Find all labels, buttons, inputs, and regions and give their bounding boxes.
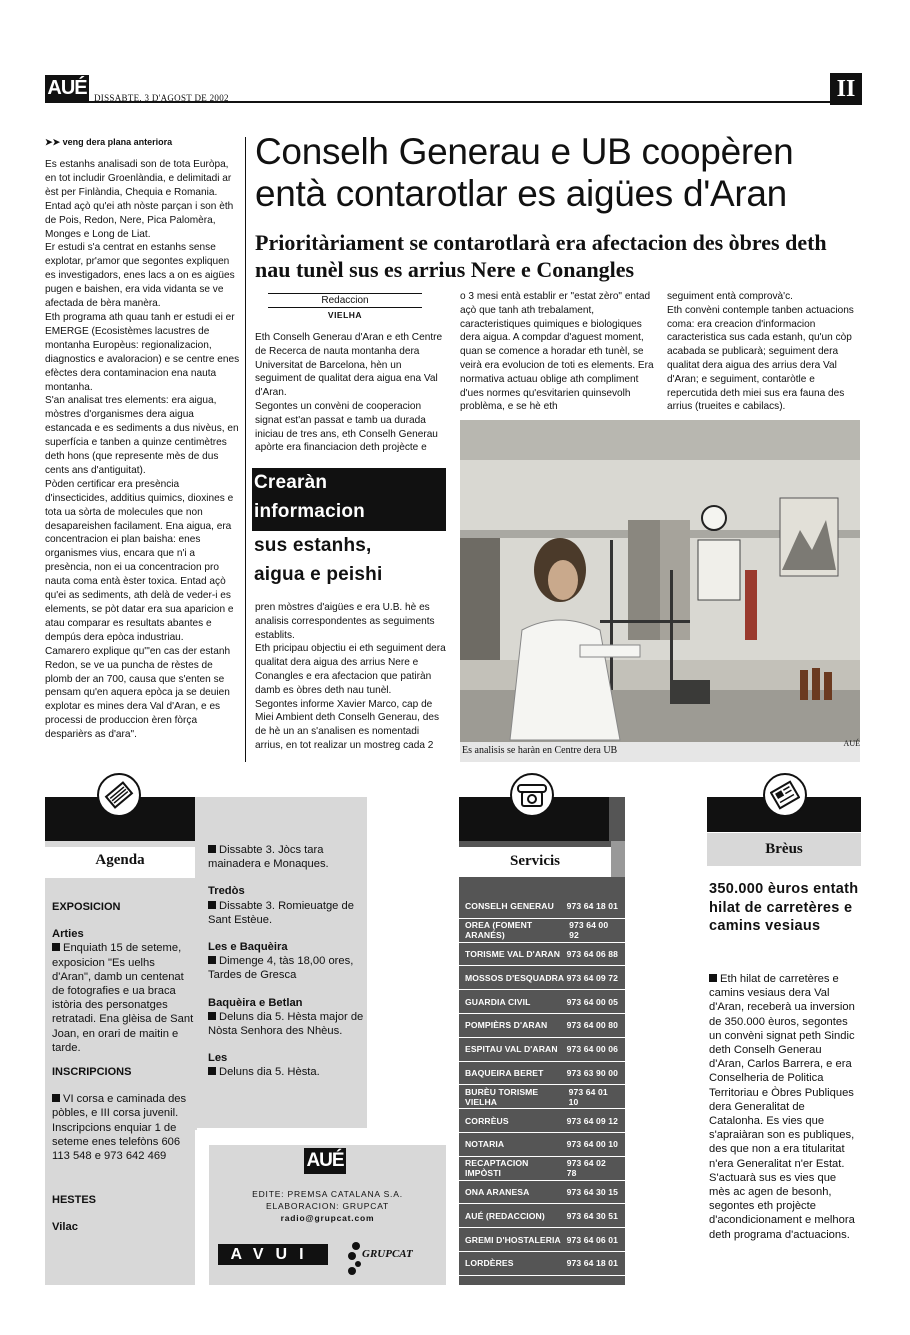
- agenda-title: Agenda: [45, 847, 195, 878]
- pull-quote-line: informacion: [254, 501, 365, 522]
- servici-name: BURÈU TORISME VIELHA: [465, 1086, 539, 1107]
- servici-name: OREA (FOMENT ARANÉS): [465, 920, 533, 941]
- agenda-item: [208, 843, 366, 871]
- left-paragraph: S'an analisat tres elements: era aigua, mòstres d'organismes dera aigua estancada e es sediments a dus nivèus, en superfícia e tanben a quinze centimètres deth hons (que represente mès de dus cents ans d'antiguitat).: [45, 395, 239, 476]
- servici-phone: 973 64 00 10: [566, 1139, 618, 1150]
- servici-name: NOTARIA: [465, 1139, 505, 1150]
- page-number: II: [830, 73, 862, 105]
- column-divider: [245, 137, 246, 762]
- bullet-square-icon: [208, 956, 216, 964]
- agenda-item: [208, 1065, 366, 1079]
- agenda-item-text: Dissabte 3. Romieuatge de Sant Estèue.: [208, 899, 354, 926]
- agenda-item-text: Deluns dia 5. Hèsta major de Nòsta Senhora des Nhèus.: [208, 1010, 364, 1038]
- article-subhead: Prioritàriament se contarotlarà era afectacion des òbres deth nau tunèl sus es arrius Nere e Conangles: [255, 230, 827, 282]
- servici-row: [459, 895, 625, 919]
- servici-row: [459, 943, 625, 967]
- pull-quote-continuation: [254, 531, 448, 589]
- agenda-item: [208, 1010, 366, 1038]
- pull-quote-line: aigua e peishi: [254, 564, 383, 585]
- agenda-category: EXPOSICION: [52, 901, 121, 913]
- servici-name: GUARDIA CIVIL: [465, 996, 531, 1007]
- servici-phone: 973 64 09 12: [566, 1115, 618, 1126]
- agenda-item-text: Dissabte 3. Jòcs tara mainadera e Monaques.: [208, 844, 329, 871]
- masthead-logo: AUÉ: [45, 75, 89, 101]
- servici-phone: 973 64 09 72: [566, 972, 618, 983]
- servici-phone: 973 63 90 00: [566, 1067, 618, 1078]
- servici-row: [459, 919, 625, 943]
- article-column-a-bottom: pren mòstres d'aigües e era U.B. hè es analisis correspondentes as seguiments establits. Eth pricipau objectiu ei eth seguiment dera qualitat dera aigua des arrius Nere e Conangles e era afectacion que patiràn damb es òbres deth nau tunèl. Segontes informe Xavier Marco, cap de Miei Ambient deth Conselh Generau, des de hè un an s'analisen es nomentadi arrius, en tot realizar un mostreg cada 2: [255, 602, 446, 751]
- lab-photo: [460, 420, 860, 742]
- servici-row: [459, 1181, 625, 1205]
- servici-name: ESPITAU VAL D'ARAN: [465, 1044, 558, 1055]
- servici-phone: 973 64 01 10: [568, 1086, 608, 1107]
- left-column-text: [45, 158, 240, 742]
- agenda-place: Arties: [52, 928, 84, 941]
- breus-text: [709, 972, 859, 1242]
- agenda-place: Baquèira e Betlan: [208, 996, 303, 1009]
- pull-quote-line: sus estanhs,: [254, 535, 372, 556]
- credits-line: EDITE: PREMSA CATALANA S.A.: [252, 1189, 403, 1199]
- agenda-place: Tredòs: [208, 885, 245, 898]
- credits-line: ELABORACION: GRUPCAT: [265, 1201, 390, 1211]
- agenda-icon: [97, 773, 141, 817]
- servici-name: POMPIÈRS D'ARAN: [465, 1020, 548, 1031]
- servici-row: [459, 1109, 625, 1133]
- book-stack-icon: [104, 780, 134, 810]
- byline: [268, 293, 422, 320]
- agenda-item: [52, 941, 197, 1055]
- servici-phone: 973 64 18 01: [566, 1258, 618, 1269]
- bullet-square-icon: [52, 943, 60, 951]
- article-column-b: o 3 mesi entà establir er "estat zèro" entad açò que tanh ath trebalament, caracteristiques quimiques e biologiques dera aigua. A compdar d'aguest moment, quan se comence a horadar eth tunèl, se veirà era evolucion de toti es elements. Era normativa actuau oblige ath compliment d'ues normes qu'esvitarien quinsevolh problèma, e se hè eth: [460, 291, 654, 413]
- bullet-square-icon: [208, 1012, 216, 1020]
- agenda-place: Vilac: [52, 1221, 78, 1234]
- servici-phone: 973 64 02 78: [566, 1158, 606, 1179]
- credits-email: radio@grupcat.com: [280, 1213, 375, 1223]
- photo-credit: AUÉ: [843, 739, 860, 748]
- breus-title: Brèus: [707, 833, 861, 866]
- servici-name: GREMI D'HOSTALERIA: [465, 1234, 561, 1245]
- servici-row: [459, 1038, 625, 1062]
- agenda-place: Les: [208, 1052, 228, 1065]
- servici-name: BAQUEIRA BERET: [465, 1067, 544, 1078]
- credits-logo: AUÉ: [304, 1148, 346, 1174]
- agenda-column-1: [52, 900, 197, 1235]
- grupcat-logo: GRUPCAT: [362, 1248, 413, 1260]
- servici-name: LORDÈRES: [465, 1258, 514, 1269]
- agenda-column-2: [208, 843, 366, 1080]
- agenda-item: [208, 954, 366, 982]
- servicis-title: Servicis: [459, 847, 611, 877]
- article-column-c: seguiment entà comprovà'c. Eth convèni contemple tanben actuacions coma: era creacion d'informacion caracteristica sus cada estanh, qu'un còp acabada se publicarà; seguiment dera qualitat dera aigua des arrius dera Val d'Aran; e seguiment, contaròtle e repercutida deth miei sus era fauna des arrius (trueites e cabilacs).: [667, 291, 854, 413]
- servici-row: [459, 1133, 625, 1157]
- bullet-square-icon: [208, 845, 216, 853]
- agenda-place: Les e Baquèira: [208, 941, 288, 954]
- newspaper-icon: [770, 780, 800, 810]
- servici-name: AUÉ (REDACCION): [465, 1210, 545, 1221]
- bullet-square-icon: [709, 974, 717, 982]
- servici-row: [459, 1252, 625, 1276]
- servici-phone: 973 64 06 01: [566, 1234, 618, 1245]
- servici-phone: 973 64 00 05: [566, 996, 618, 1007]
- servici-row: [459, 1228, 625, 1252]
- telephone-icon: [517, 782, 547, 808]
- dateline: VIELHA: [268, 307, 422, 320]
- breus-body: Eth hilat de carretères e camins vesiaus dera Val d'Aran, receberà ua inversion de 350.000 èuros, segontes un convèni signat peth Sindic deth Conselh Generau d'Aran, Carlos Barrera, e era Conselheria de Politica Territoriau e Òbres Publiques dera Generalitat de Catalonha. Es vies que s'apraiàran son es publiques, des que non a era titularitat n'era Generalitat n'er Estat. S'actuarà sus es vies que mès ac agen de besonh, segontes eth projècte d'acondicionament e melhora deth programa d'actuacions.: [709, 973, 855, 1241]
- servici-name: RECAPTACION IMPÒSTI: [465, 1158, 529, 1179]
- agenda-category: HESTES: [52, 1194, 97, 1207]
- pull-quote-line: Crearàn: [254, 472, 328, 493]
- continued-label: ➤➤ veng dera plana anteriora: [45, 137, 173, 147]
- servici-phone: 973 64 06 88: [566, 948, 618, 959]
- avui-logo: AVUI: [218, 1244, 328, 1265]
- left-paragraph: Camarero explique qu'"en cas der estanh Redon, se ve ua puncha de rèstes de plomb der an 700, causa que s'enten se pensam qu'en aquera epòca ja se deuien explotar es mines dera Val d'Aran, e es processi de produccion èren fòrça desparièrs as d'ara".: [45, 645, 231, 741]
- servici-phone: 973 64 30 15: [566, 1186, 618, 1197]
- servici-phone: 973 64 00 06: [566, 1044, 618, 1055]
- credits-text: [209, 1188, 446, 1224]
- servicis-icon: [510, 773, 554, 817]
- agenda-item-text: Deluns dia 5. Hèsta.: [219, 1066, 320, 1079]
- bullet-square-icon: [52, 1094, 60, 1102]
- servici-row: [459, 990, 625, 1014]
- servici-row: [459, 1157, 625, 1181]
- left-paragraph: Es estanhs analisadi son de tota Euròpa, en tot includir Groenlàndia, e delimitadi ar èst per Finlàndia, Chequia e Romania. Entad açò qu'ei ath nòste parçan i son èth de Pois, Redon, Nere, Pica Palomèra, Monges e Long de Liat.: [45, 159, 234, 240]
- servici-phone: 973 64 18 01: [566, 901, 618, 912]
- article-headline: Conselh Generau e UB coopèren entà contarotlar es aigües d'Aran: [255, 131, 794, 214]
- servici-row: [459, 1014, 625, 1038]
- agenda-category: INSCRIPCIONS: [52, 1066, 132, 1079]
- left-paragraph: Eth programa ath quau tanh er estudi ei er EMERGE (Ecosistèmes lacustres de montanha Europèus: regionalizacion, diagnostics e avaloracion) e se centre enes efèctes dera contaminacion ena nauta montanha.: [45, 311, 240, 393]
- agenda-item: [52, 1092, 197, 1163]
- servici-name: CONSELH GENERAU: [465, 901, 554, 912]
- agenda-item-text: Dimenge 4, tàs 18,00 ores, Tardes de Gresca: [208, 955, 354, 982]
- servici-phone: 973 64 00 80: [566, 1020, 618, 1031]
- servici-row: [459, 1062, 625, 1086]
- servici-name: CORRÈUS: [465, 1115, 509, 1126]
- breus-icon: [763, 773, 807, 817]
- servicis-spacer: [459, 877, 625, 895]
- photo-caption: Es analisis se haràn en Centre dera UB: [460, 742, 860, 762]
- byline-author: Redaccion: [321, 295, 369, 306]
- servici-row: [459, 966, 625, 990]
- servici-phone: 973 64 30 51: [566, 1210, 618, 1221]
- agenda-item-text: VI corsa e caminada des pòbles, e III corsa juvenil. Inscripcions enquiar 1 de seteme enes telefòns 606 113 548 e 973 642 469: [52, 1093, 187, 1163]
- article-column-a-top: Eth Conselh Generau d'Aran e eth Centre de Recerca de nauta montanha dera Universitat de Barcelona, hèn un seguiment de qualitat dera aigua ena Val d'Aran. Segontes un convèni de cooperacion signat est'an passat e tamb ua durada iniciau de tres ans, eth Conselh Generau apòrte era financiacion deth projècte e: [255, 332, 443, 454]
- left-paragraph: Pòden certificar era presència d'insecticides, additius quimics, dioxines e tota ua sòrta de molecules que non desapareishen facilament. Ena aigua, era concentracion ei plan baisha: enes organismes vius, encara que n'i a presència, non ei ua concentracion pro nauta coma entà èster toxica. Entad açò qu'ei as sediments, ath delà de veder-i es elements, se pòt datar era sua aparicion e atau comparar es resultats abantes e dempús dera epòca industriau.: [45, 478, 234, 643]
- servici-name: ONA ARANESA: [465, 1186, 530, 1197]
- servici-phone: 973 64 00 92: [569, 920, 609, 941]
- issue-date: DISSABTE, 3 D'AGOST DE 2002: [94, 93, 229, 103]
- servici-row: [459, 1085, 625, 1109]
- bullet-square-icon: [208, 1067, 216, 1075]
- breus-headline: 350.000 èuros entath hilat de carretères e camins vesiaus: [709, 881, 859, 934]
- servici-name: TORISME VAL D'ARAN: [465, 948, 561, 959]
- servici-row: [459, 1204, 625, 1228]
- left-paragraph: Er estudi s'a centrat en estanhs sense explotar, pr'amor que segontes expliquen es investigadors, enes lacs a on es aigües pugen e baishen, era vida vidanta se ve afectada de bèra manèra.: [45, 242, 235, 310]
- agenda-item: [208, 899, 366, 927]
- lab-photo-illustration: [460, 420, 860, 742]
- pull-quote-box: [252, 468, 446, 531]
- servici-name: MOSSOS D'ESQUADRA: [465, 972, 565, 983]
- bullet-square-icon: [208, 901, 216, 909]
- servicis-list: [459, 895, 625, 1276]
- agenda-item-text: Enquiath 15 de seteme, exposicion "Es uelhs d'Aran", damb un centenat de fotografies e ua braca istòria des personatges retratadi. Ena glèisa de Sant Joan, en orari de maitin e tarde.: [52, 942, 194, 1054]
